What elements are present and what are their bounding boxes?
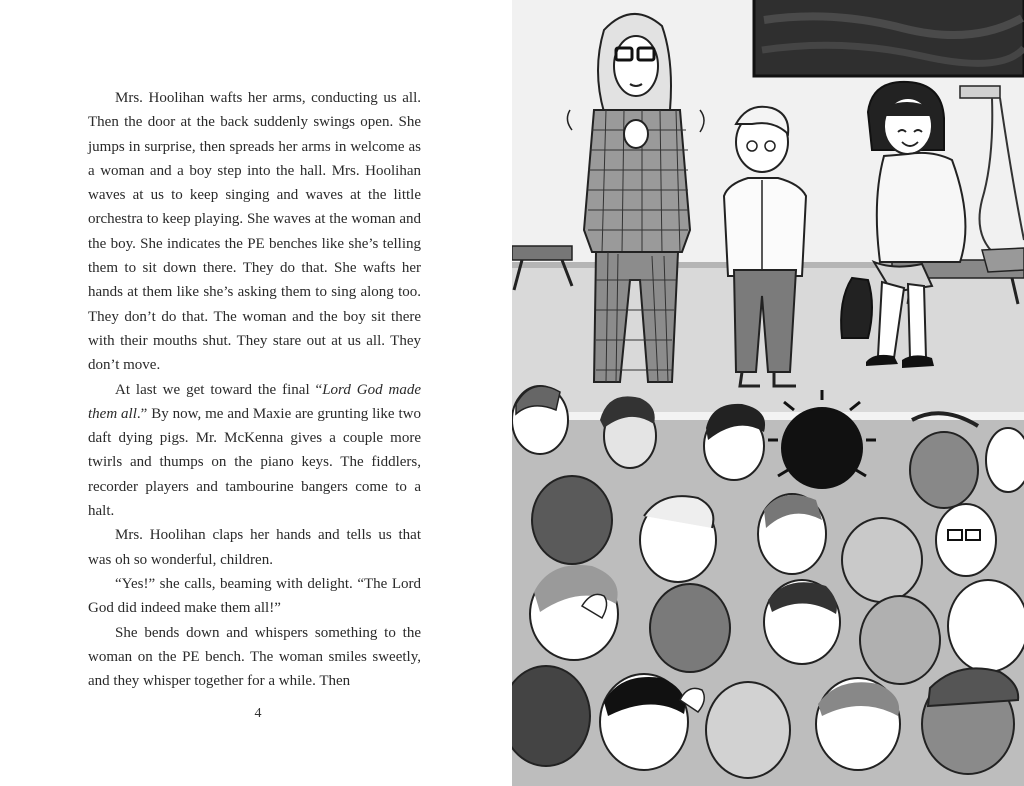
paragraph-5: She bends down and whispers something to the woman on the PE bench. The woman smiles sweetly, and they whisper together for a while. Then xyxy=(88,624,421,690)
paragraph-2 xyxy=(88,378,421,524)
right-page xyxy=(512,0,1024,786)
paragraph-4: “Yes!” she calls, beaming with delight. “The Lord God did indeed make them all!” xyxy=(88,575,421,617)
song-title-italic: Lord God made them all xyxy=(88,381,421,422)
school-assembly-illustration xyxy=(512,0,1024,786)
body-text xyxy=(88,86,421,693)
paragraph-2-post: .” By now, me and Maxie are grunting like two daft dying pigs. Mr. McKenna gives a couple more twirls and thumps on the piano keys. The fiddlers, recorder players and tambourine bangers come to a halt. xyxy=(88,405,421,520)
page-number: 4 xyxy=(254,706,262,721)
paragraph-1: Mrs. Hoolihan wafts her arms, conducting us all. Then the door at the back suddenly swings open. She jumps in surprise, then spreads her arms in welcome as a woman and a boy step into the hall. Mrs. Hoolihan waves at us to keep singing and waves at the little orchestra to keep playing. She waves at the woman and the boy. She indicates the PE benches like she’s telling them to sit down there. They do that. She wafts her hands at them like she’s asking them to sing along too. They don’t do that. The woman and the boy sit there with their mouths shut. They stare out at us all. They don’t move. xyxy=(88,90,421,374)
children-audience xyxy=(512,386,1024,786)
paragraph-2-pre: At last we get toward the final “ xyxy=(115,381,323,398)
paragraph-3: Mrs. Hoolihan claps her hands and tells us that was oh so wonderful, children. xyxy=(88,527,421,568)
